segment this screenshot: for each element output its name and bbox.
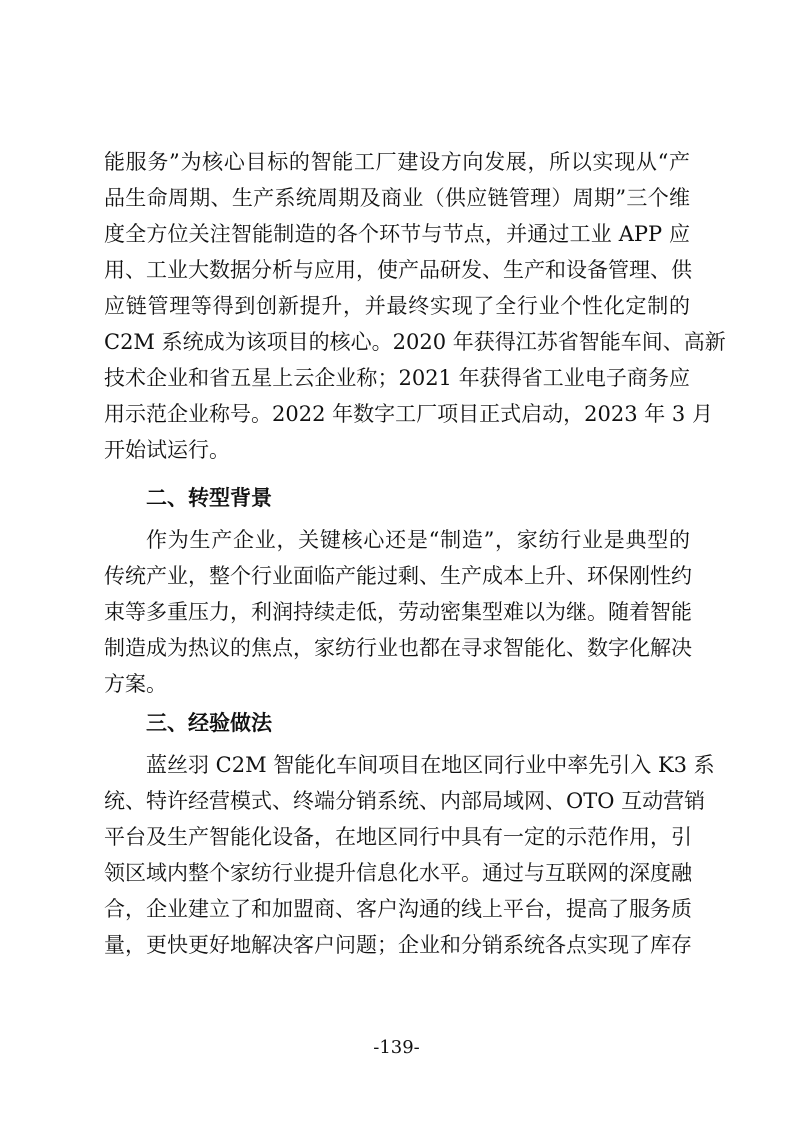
paragraph-line: 传统产业，整个行业面临产能过剩、生产成本上升、环保刚性约 [104, 564, 692, 588]
paragraph-line: 平台及生产智能化设备，在地区同行中具有一定的示范作用，引 [104, 825, 692, 849]
paragraph-line: 作为生产企业，关键核心还是“制造”，家纺行业是典型的 [146, 528, 690, 552]
paragraph-line: 应链管理等得到创新提升，并最终实现了全行业个性化定制的 [104, 294, 690, 318]
paragraph-line: 统、特许经营模式、终端分销系统、内部局域网、OTO 互动营销 [104, 789, 706, 813]
paragraph-line: 用、工业大数据分析与应用，使产品研发、生产和设备管理、供 [104, 258, 692, 282]
paragraph-line: 合，企业建立了和加盟商、客户沟通的线上平台，提高了服务质 [104, 897, 692, 921]
paragraph-line: 品生命周期、生产系统周期及商业（供应链管理）周期”三个维 [104, 186, 690, 210]
paragraph-line: 量，更快更好地解决客户问题；企业和分销系统各点实现了库存 [104, 933, 692, 957]
paragraph-line: 用示范企业称号。2022 年数字工厂项目正式启动，2023 年 3 月 [104, 402, 713, 426]
paragraph-line: 束等多重压力，利润持续走低，劳动密集型难以为继。随着智能 [104, 600, 692, 624]
section-heading: 三、经验做法 [146, 711, 272, 735]
section-heading: 二、转型背景 [146, 486, 272, 510]
paragraph-line: 能服务”为核心目标的智能工厂建设方向发展，所以实现从“产 [104, 150, 690, 174]
page-number: -139- [373, 1037, 420, 1058]
paragraph-line: C2M 系统成为该项目的核心。2020 年获得江苏省智能车间、高新 [104, 330, 726, 354]
paragraph-line: 制造成为热议的焦点，家纺行业也都在寻求智能化、数字化解决 [104, 636, 692, 660]
paragraph-line: 方案。 [104, 672, 167, 696]
paragraph-line: 蓝丝羽 C2M 智能化车间项目在地区同行业中率先引入 K3 系 [146, 753, 715, 777]
paragraph-line: 领区域内整个家纺行业提升信息化水平。通过与互联网的深度融 [104, 861, 692, 885]
paragraph-line: 技术企业和省五星上云企业称；2021 年获得省工业电子商务应 [104, 366, 690, 390]
paragraph-line: 度全方位关注智能制造的各个环节与节点，并通过工业 APP 应 [104, 222, 690, 246]
paragraph-line: 开始试运行。 [104, 438, 230, 462]
